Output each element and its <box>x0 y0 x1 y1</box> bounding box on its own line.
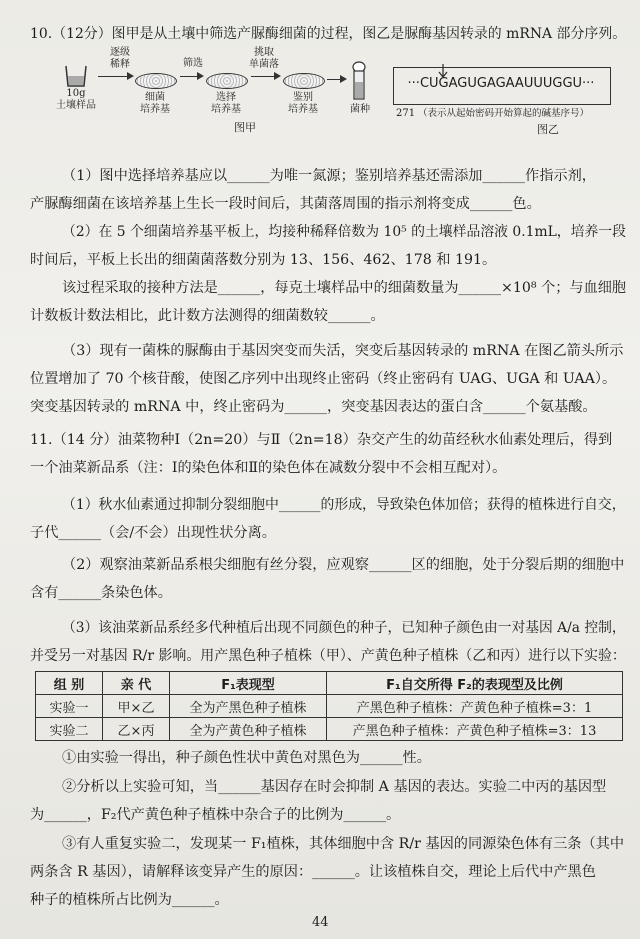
dish2-line2: 培养基 <box>211 104 241 115</box>
q10-line-3: （2）在 5 个细菌培养基平板上，均接种稀释倍数为 10⁵ 的土壤样品溶液 0.1mL，培养一段 <box>62 224 626 240</box>
q11-line-6: 含有______条染色体。 <box>30 585 172 601</box>
test-tube-icon <box>348 60 370 104</box>
q10-line-8: 位置增加了 70 个核苷酸，使图乙序列中出现终止密码（终止密码有 UAG、UGA 和 UAA）。 <box>30 371 617 387</box>
petri-dish-1 <box>135 73 177 89</box>
q11-line-7: （3）该油菜新品系经多代种植后出现不同颜色的种子，已知种子颜色由一对基因 A/a 控制， <box>62 620 626 636</box>
experiment-table <box>35 671 623 741</box>
step1-bottom: 稀释 <box>110 59 130 70</box>
figure-jia-caption: 图甲 <box>234 121 256 134</box>
step2-label: 筛选 <box>183 58 203 69</box>
table-header-row <box>36 672 623 695</box>
q10-line-5: 该过程采取的接种方法是______，每克土壤样品中的细菌数量为______×10⁸ 个；与血细胞 <box>62 280 627 296</box>
q11-after-line-3: 为______，F₂代产黄色种子植株中杂合子的比例为______。 <box>30 807 401 823</box>
step3-top: 挑取 <box>254 47 274 58</box>
q11-line-3: （1）秋水仙素通过抑制分裂细胞中______的形成，导致染色体加倍；获得的植株进行自交， <box>62 497 626 513</box>
down-arrow-icon <box>438 64 448 78</box>
q10-line-9: 突变基因转录的 mRNA 中，终止密码为______，突变基因表达的蛋白含______个氨基酸。 <box>30 399 597 415</box>
petri-dish-2 <box>206 73 248 89</box>
cell: 产黑色种子植株：产黄色种子植株=3：13 <box>327 718 623 741</box>
cell: 全为产黄色种子植株 <box>170 718 327 741</box>
q11-after-line-6: 种子的植株所占比例为______。 <box>30 892 229 908</box>
petri-dish-3 <box>283 73 325 89</box>
cell: 全为产黑色种子植株 <box>170 695 327 718</box>
mrna-sequence: ···CUGAGUGAGAAUUUGGU··· <box>407 76 595 91</box>
q11-line-8: 并受另一对基因 R/r 影响。用产黑色种子植株（甲）、产黄色种子植株（乙和丙）进行以下实验： <box>30 648 626 664</box>
cell: 产黑色种子植株：产黄色种子植株=3：1 <box>327 695 623 718</box>
arrow-2 <box>180 76 202 77</box>
dish1-line2: 培养基 <box>140 104 170 115</box>
sample-label: 土壤样品 <box>56 100 96 111</box>
header-f2: F₁自交所得 F₂的表现型及比例 <box>327 672 623 695</box>
arrow-4 <box>327 79 345 80</box>
beaker-icon <box>62 62 90 88</box>
cell: 甲×乙 <box>103 695 170 718</box>
q11-after-line-5: 两条含 R 基因），请解释该变异产生的原因：______。让该植株自交，理论上后代中产黑色 <box>30 864 596 880</box>
step3-bottom: 单菌落 <box>249 59 279 70</box>
table-row <box>36 718 623 741</box>
base-position-number: 271 <box>396 108 416 119</box>
header-group: 组 别 <box>36 672 103 695</box>
q11-line-4: 子代______（会/不会）出现性状分离。 <box>30 525 276 541</box>
q10-line-2: 产脲酶细菌在该培养基上生长一段时间后，其菌落周围的指示剂将变成______色。 <box>30 196 541 212</box>
arrow-1 <box>98 76 132 77</box>
q10-line-1: （1）图中选择培养基应以______为唯一氮源；鉴别培养基还需添加______作指示剂， <box>62 168 596 184</box>
table-row <box>36 695 623 718</box>
q10-line-7: （3）现有一菌株的脲酶由于基因突变而失活，突变后基因转录的 mRNA 在图乙箭头所示 <box>62 343 624 359</box>
dish3-line1: 鉴别 <box>293 92 313 103</box>
dish3-line2: 培养基 <box>288 104 318 115</box>
q11-after-line-4: ③有人重复实验二，发现某一 F₁植株，其体细胞中含 R/r 基因的同源染色体有三条（其中 <box>62 836 625 852</box>
tube-label: 菌种 <box>350 104 370 115</box>
q11-line-5: （2）观察油菜新品系根尖细胞有丝分裂，应观察______区的细胞，处于分裂后期的细胞中 <box>62 557 625 573</box>
q10-line-6: 计数板计数法相比，此计数方法测得的细菌数较______。 <box>30 308 385 324</box>
cell: 实验一 <box>36 695 103 718</box>
q11-line-2: 一个油菜新品系（注：Ⅰ的染色体和Ⅱ的染色体在减数分裂中不会相互配对）。 <box>30 460 507 476</box>
header-f1: F₁表现型 <box>170 672 327 695</box>
dish2-line1: 选择 <box>216 92 236 103</box>
q10-line-4: 时间后，平板上长出的细菌菌落数分别为 13、156、462、178 和 191。 <box>30 252 497 268</box>
q11-after-line-1: ①由实验一得出，种子颜色性状中黄色对黑色为______性。 <box>62 750 431 766</box>
cell: 实验二 <box>36 718 103 741</box>
step1-top: 逐级 <box>110 47 130 58</box>
cell: 乙×丙 <box>103 718 170 741</box>
dish1-line1: 细菌 <box>145 92 165 103</box>
q10-heading: 10.（12分）图甲是从土壤中筛选产脲酶细菌的过程，图乙是脲酶基因转录的 mRNA 部分序列。 <box>30 26 627 42</box>
base-position-note: （表示从起始密码开始算起的碱基序号） <box>418 108 590 119</box>
header-parents: 亲 代 <box>103 672 170 695</box>
figure-yi-caption: 图乙 <box>537 123 559 136</box>
q11-line-1: 11.（14 分）油菜物种Ⅰ（2n=20）与Ⅱ（2n=18）杂交产生的幼苗经秋水仙素处理后，得到 <box>30 432 613 448</box>
arrow-3 <box>251 76 279 77</box>
sample-amount: 10g <box>66 88 86 99</box>
page-number: 44 <box>312 915 329 930</box>
q11-after-line-2: ②分析以上实验可知，当______基因存在时会抑制 A 基因的表达。实验二中丙的基因型 <box>62 779 607 795</box>
